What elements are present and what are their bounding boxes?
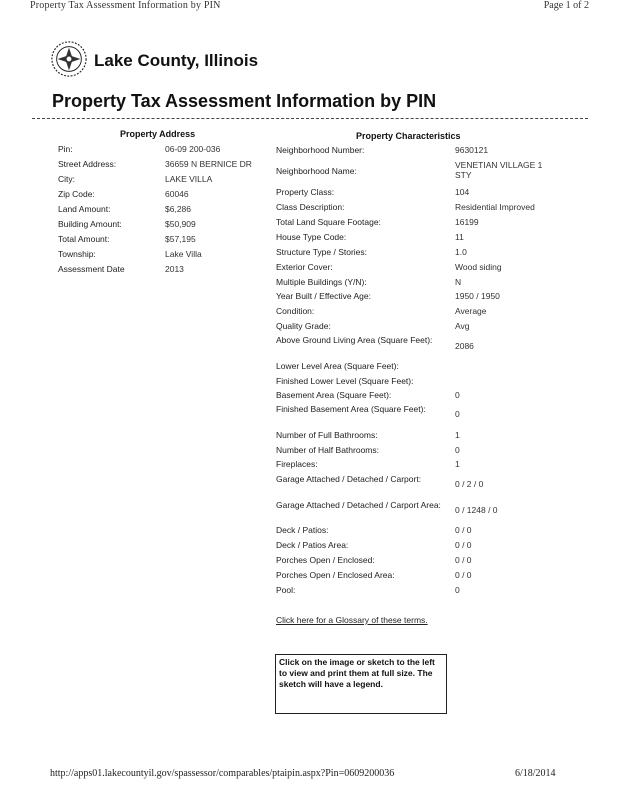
characteristic-label: Exterior Cover: [276,262,333,272]
characteristic-label: Multiple Buildings (Y/N): [276,277,367,287]
characteristic-value: 0 / 1248 / 0 [455,505,498,515]
characteristic-value: N [455,277,462,287]
characteristic-label: House Type Code: [276,232,347,242]
property-characteristics-heading: Property Characteristics [356,131,461,141]
characteristic-value: 0 / 0 [455,570,472,580]
address-value: Lake Villa [165,249,202,259]
characteristic-label: Year Built / Effective Age: [276,291,371,301]
address-label: Land Amount: [58,204,111,214]
characteristic-label: Pool: [276,585,296,595]
characteristic-value: Avg [455,321,470,331]
address-label: Building Amount: [58,219,122,229]
divider [32,118,588,119]
characteristic-value: Wood siding [455,262,502,272]
characteristic-value: 0 [455,409,460,419]
characteristic-label: Condition: [276,306,315,316]
characteristic-value: 1.0 [455,247,467,257]
glossary-link[interactable]: Click here for a Glossary of these terms. [276,615,428,625]
characteristic-value: 0 [455,390,460,400]
address-value: $50,909 [165,219,196,229]
characteristic-label: Porches Open / Enclosed Area: [276,570,395,580]
characteristic-value: 11 [455,232,464,242]
print-header-page: Page 1 of 2 [543,0,589,11]
address-label: Pin: [58,144,73,154]
print-footer-url: http://apps01.lakecountyil.gov/spassessor/comparables/ptaipin.aspx?Pin=0609200036 [50,768,395,779]
characteristic-label: Above Ground Living Area (Square Feet): [276,335,433,345]
characteristic-label: Fireplaces: [276,459,318,469]
characteristic-label: Neighborhood Number: [276,145,365,155]
characteristic-label: Deck / Patios: [276,525,329,535]
address-value: LAKE VILLA [165,174,213,184]
characteristic-value: 1 [455,459,460,469]
address-label: Street Address: [58,159,117,169]
county-seal-icon [50,40,88,78]
characteristic-label: Property Class: [276,187,335,197]
characteristic-label: Number of Half Bathrooms: [276,445,379,455]
characteristic-label: Number of Full Bathrooms: [276,430,378,440]
address-value: $57,195 [165,234,196,244]
characteristic-value: 1950 / 1950 [455,291,500,301]
address-label: Assessment Date [58,264,125,274]
address-label: Zip Code: [58,189,95,199]
sketch-note-box: Click on the image or sketch to the left to view and print them at full size. The sketch will have a legend. [275,654,447,714]
characteristic-label: Basement Area (Square Feet): [276,390,392,400]
characteristic-label: Porches Open / Enclosed: [276,555,375,565]
characteristic-value: VENETIAN VILLAGE 1 STY [455,160,543,180]
print-footer-date: 6/18/2014 [515,768,556,779]
address-label: Township: [58,249,96,259]
characteristic-value: 104 [455,187,470,197]
characteristic-value: 0 / 2 / 0 [455,479,484,489]
characteristic-value: 2086 [455,341,474,351]
characteristic-value: 0 [455,585,460,595]
characteristic-value: 1 [455,430,460,440]
characteristic-label: Quality Grade: [276,321,331,331]
address-value: 06-09 200-036 [165,144,221,154]
characteristic-label: Garage Attached / Detached / Carport Area: [276,500,441,510]
characteristic-value: Residential Improved [455,202,535,212]
characteristic-value: Average [455,306,487,316]
address-value: 60046 [165,189,189,199]
characteristic-label: Garage Attached / Detached / Carport: [276,474,422,484]
county-name: Lake County, Illinois [94,51,259,70]
characteristic-label: Finished Lower Level (Square Feet): [276,376,414,386]
characteristic-label: Lower Level Area (Square Feet): [276,361,399,371]
characteristic-label: Finished Basement Area (Square Feet): [276,404,426,414]
address-value: $6,286 [165,204,191,214]
characteristic-label: Total Land Square Footage: [276,217,381,227]
address-label: Total Amount: [58,234,110,244]
address-value: 36659 N BERNICE DR [165,159,252,169]
characteristic-label: Deck / Patios Area: [276,540,349,550]
page-title: Property Tax Assessment Information by PIN [52,91,437,111]
characteristic-value: 0 / 0 [455,555,472,565]
characteristic-value: 16199 [455,217,479,227]
address-value: 2013 [165,264,184,274]
address-label: City: [58,174,75,184]
characteristic-value: 0 [455,445,460,455]
print-header-title: Property Tax Assessment Information by PIN [30,0,221,11]
characteristic-value: 0 / 0 [455,525,472,535]
characteristic-value: 0 / 0 [455,540,472,550]
characteristic-value: 9630121 [455,145,489,155]
characteristic-label: Class Description: [276,202,345,212]
property-address-heading: Property Address [120,129,196,139]
characteristic-label: Structure Type / Stories: [276,247,368,257]
characteristic-label: Neighborhood Name: [276,166,357,176]
